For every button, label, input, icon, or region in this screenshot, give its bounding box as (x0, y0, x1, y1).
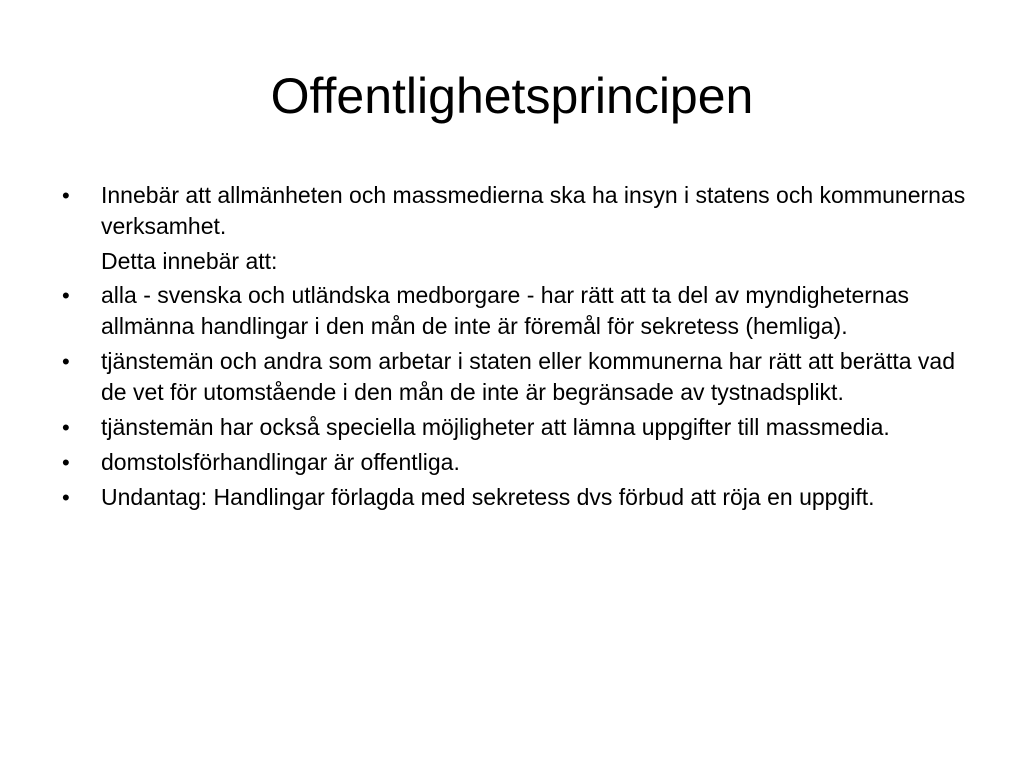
bullet-marker: • (62, 283, 70, 308)
bullet-marker: • (62, 349, 70, 374)
list-item (60, 412, 980, 443)
list-item-text: domstolsförhandlingar är offentliga. (101, 449, 460, 475)
bullet-list (60, 180, 980, 517)
list-item (60, 482, 980, 513)
bullet-marker: • (62, 450, 70, 475)
list-item (60, 280, 980, 342)
list-item-text: tjänstemän har också speciella möjligheter att lämna uppgifter till massmedia. (101, 414, 890, 440)
list-item (60, 447, 980, 478)
list-item-text: alla - svenska och utländska medborgare - har rätt att ta del av myndigheternas allmänna handlingar i den mån de inte är föremål för sekretess (hemliga). (101, 282, 909, 339)
bullet-marker: • (62, 415, 70, 440)
slide-title: Offentlighetsprincipen (270, 68, 754, 124)
list-item (60, 346, 980, 408)
list-item (60, 180, 980, 242)
list-item-subtext (60, 246, 980, 277)
list-item-text: Detta innebär att: (101, 248, 278, 274)
list-item-text: tjänstemän och andra som arbetar i staten eller kommunerna har rätt att berätta vad de vet för utomstående i den mån de inte är begränsade av tystnadsplikt. (101, 348, 955, 405)
list-item-text: Innebär att allmänheten och massmedierna ska ha insyn i statens och kommunernas verksamhet. (101, 182, 966, 239)
bullet-marker: • (62, 485, 70, 510)
bullet-marker: • (62, 183, 70, 208)
list-item-text: Undantag: Handlingar förlagda med sekretess dvs förbud att röja en uppgift. (101, 484, 875, 510)
